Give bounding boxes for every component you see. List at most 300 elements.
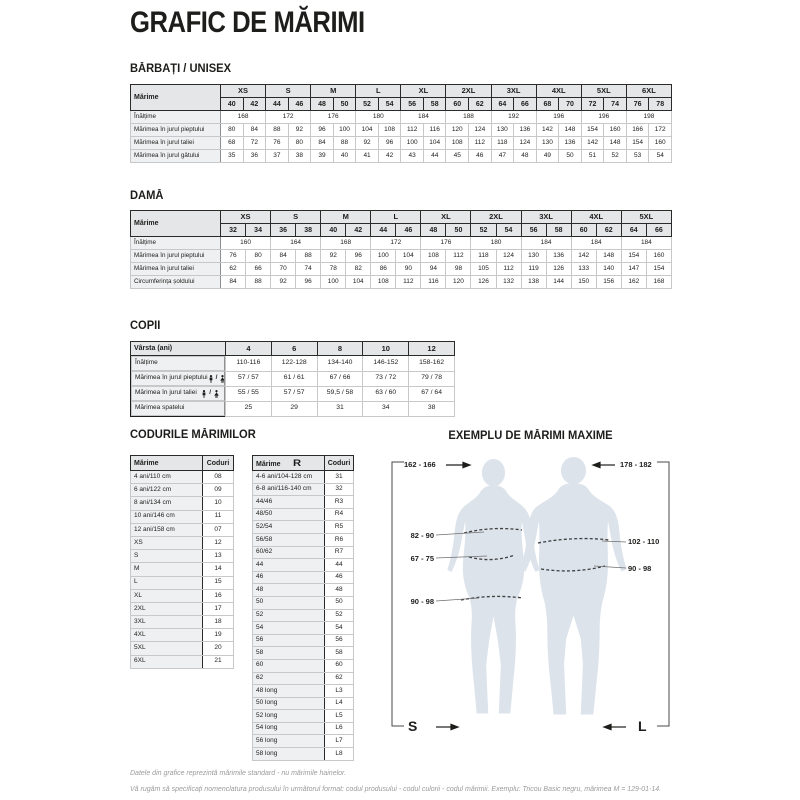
code-cell: 50	[325, 596, 354, 609]
value-cell: 76	[266, 137, 289, 150]
value-cell: 78	[321, 263, 346, 276]
number-header: 42	[346, 224, 371, 237]
number-header: 50	[333, 98, 356, 111]
code-cell: 14	[203, 563, 234, 576]
footnote-nomenclature: Vă rugăm să specificați nomenclatura produsului în următorul format: codul produsului - codul culorii - codul mărimii. Exemplu: Tricou Basic negru, mărimea M = 129-01-14.	[130, 786, 662, 793]
size-name-cell: 56 long	[253, 735, 325, 748]
number-header: 60	[446, 98, 469, 111]
value-cell: 100	[371, 250, 396, 263]
table-head	[131, 85, 672, 111]
value-cell: 90	[396, 263, 421, 276]
value-cell: 108	[378, 124, 401, 137]
table-row	[131, 576, 234, 589]
table-row	[131, 642, 234, 655]
number-header: 52	[471, 224, 496, 237]
table-row	[253, 584, 354, 597]
icon-separator: /	[215, 374, 218, 382]
table-row	[131, 629, 234, 642]
table-row	[131, 124, 672, 137]
table-row	[131, 250, 672, 263]
value-cell: 130	[491, 124, 514, 137]
table-row	[253, 659, 354, 672]
value-cell: 134-140	[317, 356, 363, 372]
table-row	[253, 722, 354, 735]
value-cell: 84	[271, 250, 296, 263]
value-cell: 73 / 72	[363, 371, 409, 386]
value-cell: 96	[346, 250, 371, 263]
value-cell: 124	[469, 124, 492, 137]
value-cell: 160	[221, 237, 271, 250]
value-cell: 94	[421, 263, 446, 276]
table-row	[253, 496, 354, 509]
size-header: 4XL	[571, 211, 621, 224]
number-header: 64	[621, 224, 646, 237]
value-cell: 172	[649, 124, 672, 137]
row-label	[131, 386, 225, 401]
value-cell: 51	[581, 150, 604, 163]
value-cell: 100	[321, 276, 346, 289]
table-row	[131, 263, 672, 276]
size-name-cell: 58 long	[253, 748, 325, 761]
size-codes-table-1	[130, 455, 234, 669]
value-cell: 76	[221, 250, 246, 263]
number-header: 72	[581, 98, 604, 111]
size-name-cell: 56/58	[253, 533, 325, 546]
women-size-table	[130, 210, 672, 289]
value-cell: 70	[271, 263, 296, 276]
value-cell: 67 / 64	[409, 386, 455, 401]
table-row	[131, 655, 234, 668]
number-header: 58	[423, 98, 446, 111]
value-cell: 57 / 57	[226, 371, 272, 386]
value-cell: 160	[604, 124, 627, 137]
value-cell: 160	[646, 250, 671, 263]
value-cell: 184	[401, 111, 446, 124]
size-name-cell: 58	[253, 647, 325, 660]
size-header: 3XL	[521, 211, 571, 224]
value-cell: 88	[266, 124, 289, 137]
page-title: GRAFIC DE MĂRIMI	[130, 6, 365, 39]
number-header: 48	[421, 224, 446, 237]
table-row	[131, 471, 234, 484]
table-row	[253, 697, 354, 710]
section-title-diagram: EXEMPLU DE MĂRIMI MAXIME	[448, 430, 613, 442]
size-name-cell: 52/54	[253, 521, 325, 534]
size-header: L	[356, 85, 401, 98]
value-cell: 84	[221, 276, 246, 289]
value-cell: 112	[469, 137, 492, 150]
size-column-header-text: Mărime	[256, 460, 281, 468]
table-row	[131, 371, 455, 386]
code-cell: 10	[203, 497, 234, 510]
code-cell: R5	[325, 521, 354, 534]
table-row	[253, 634, 354, 647]
value-cell: 130	[536, 137, 559, 150]
value-cell: 43	[401, 150, 424, 163]
value-cell: 45	[446, 150, 469, 163]
value-cell: 136	[546, 250, 571, 263]
girl-icon	[219, 375, 225, 383]
row-label: Mărimea în jurul taliei	[131, 137, 221, 150]
table-head	[131, 342, 455, 356]
row-label-text: Mărimea în jurul taliei	[135, 389, 197, 397]
size-name-cell: 4XL	[131, 629, 203, 642]
value-cell: 154	[646, 263, 671, 276]
size-name-cell: 48/50	[253, 508, 325, 521]
max-sizes-diagram	[388, 452, 673, 744]
table-corner-label: Vârsta (ani)	[131, 342, 226, 356]
value-cell: 120	[446, 124, 469, 137]
size-column-header	[253, 456, 325, 471]
table-row	[131, 523, 234, 536]
value-cell: 176	[311, 111, 356, 124]
value-cell: 119	[521, 263, 546, 276]
section-title-women: DAMĂ	[130, 190, 164, 202]
size-name-cell: 62	[253, 672, 325, 685]
size-column-header-text: Mărime	[134, 459, 159, 467]
code-cell: 21	[203, 655, 234, 668]
number-header: 70	[559, 98, 582, 111]
table-body	[131, 111, 672, 163]
value-cell: 146-152	[363, 356, 409, 372]
row-label-text: Mărimea în jurul pieptului	[135, 374, 208, 382]
icon-separator: /	[209, 389, 211, 397]
number-header: 34	[246, 224, 271, 237]
value-cell: 88	[246, 276, 271, 289]
value-cell: 126	[546, 263, 571, 276]
code-cell: 44	[325, 559, 354, 572]
code-cell: 60	[325, 659, 354, 672]
number-header: 40	[221, 98, 244, 111]
size-name-cell: 6XL	[131, 655, 203, 668]
value-cell: 148	[596, 250, 621, 263]
value-cell: 138	[521, 276, 546, 289]
male-chest-label: 102 - 110	[628, 537, 660, 546]
value-cell: 172	[266, 111, 311, 124]
code-cell: R3	[325, 496, 354, 509]
size-header: 3XL	[491, 85, 536, 98]
size-name-cell: 6 ani/122 cm	[131, 484, 203, 497]
value-cell: 47	[491, 150, 514, 163]
section-title-codes: CODURILE MĂRIMILOR	[130, 429, 256, 441]
size-header: M	[311, 85, 356, 98]
row-label: Mărimea în jurul pieptului	[131, 124, 221, 137]
value-cell: 29	[271, 401, 317, 417]
value-cell: 88	[333, 137, 356, 150]
value-cell: 55 / 55	[226, 386, 272, 401]
value-cell: 41	[356, 150, 379, 163]
section-title-men: BĂRBAȚI / UNISEX	[130, 63, 232, 75]
value-cell: 50	[559, 150, 582, 163]
size-name-cell: 6-8 ani/116-140 cm	[253, 483, 325, 496]
value-cell: 112	[396, 276, 421, 289]
value-cell: 104	[346, 276, 371, 289]
value-cell: 74	[296, 263, 321, 276]
code-cell: R7	[325, 546, 354, 559]
table-body	[131, 471, 234, 669]
code-cell: 08	[203, 471, 234, 484]
number-header: 62	[596, 224, 621, 237]
value-cell: 140	[596, 263, 621, 276]
size-header-row	[131, 211, 672, 224]
codes-column-header: Coduri	[325, 456, 354, 471]
table-row	[131, 401, 455, 417]
value-cell: 158-162	[409, 356, 455, 372]
value-cell: 100	[401, 137, 424, 150]
size-header: M	[321, 211, 371, 224]
row-label: Înălțime	[131, 237, 221, 250]
code-cell: 17	[203, 602, 234, 615]
value-cell: 68	[221, 137, 244, 150]
value-cell: 35	[221, 150, 244, 163]
value-cell: 132	[496, 276, 521, 289]
table-row	[131, 484, 234, 497]
code-cell: 56	[325, 634, 354, 647]
men-size-table	[130, 84, 672, 163]
number-header: 36	[271, 224, 296, 237]
value-cell: 108	[446, 137, 469, 150]
value-cell: 112	[496, 263, 521, 276]
number-header: 48	[311, 98, 334, 111]
value-cell: 188	[446, 111, 491, 124]
value-cell: 49	[536, 150, 559, 163]
value-cell: 166	[626, 124, 649, 137]
value-cell: 37	[266, 150, 289, 163]
code-cell: 58	[325, 647, 354, 660]
value-cell: 164	[271, 237, 321, 250]
value-cell: 176	[421, 237, 471, 250]
value-cell: 40	[333, 150, 356, 163]
value-cell: 116	[423, 124, 446, 137]
value-cell: 82	[346, 263, 371, 276]
table-row	[253, 672, 354, 685]
value-cell: 80	[221, 124, 244, 137]
size-header: XS	[221, 85, 266, 98]
row-label: Înălțime	[131, 111, 221, 124]
size-name-cell: L	[131, 576, 203, 589]
code-cell: 09	[203, 484, 234, 497]
number-header: 62	[469, 98, 492, 111]
table-head	[131, 456, 234, 471]
value-cell: 196	[536, 111, 581, 124]
size-name-cell: 10 ani/146 cm	[131, 510, 203, 523]
code-cell: 15	[203, 576, 234, 589]
value-cell: 184	[521, 237, 571, 250]
value-cell: 105	[471, 263, 496, 276]
value-cell: 112	[446, 250, 471, 263]
table-row	[131, 550, 234, 563]
code-cell: L3	[325, 685, 354, 698]
size-name-cell: 44/46	[253, 496, 325, 509]
code-cell: 11	[203, 510, 234, 523]
table-corner-label: Mărime	[131, 211, 221, 237]
value-cell: 34	[363, 401, 409, 417]
size-header: 5XL	[581, 85, 626, 98]
value-cell: 168	[646, 276, 671, 289]
value-cell: 150	[571, 276, 596, 289]
code-cell: 16	[203, 589, 234, 602]
value-cell: 48	[514, 150, 537, 163]
table-row	[131, 386, 455, 401]
female-size-label: S	[408, 718, 418, 734]
code-cell: 32	[325, 483, 354, 496]
size-header: 2XL	[446, 85, 491, 98]
value-cell: 148	[559, 124, 582, 137]
value-cell: 100	[333, 124, 356, 137]
table-row	[253, 483, 354, 496]
size-name-cell: 5XL	[131, 642, 203, 655]
children-size-table	[130, 341, 455, 417]
value-cell: 156	[596, 276, 621, 289]
code-cell: 54	[325, 622, 354, 635]
table-head	[253, 456, 354, 471]
value-cell: 124	[496, 250, 521, 263]
value-cell: 130	[521, 250, 546, 263]
code-cell: 13	[203, 550, 234, 563]
value-cell: 126	[471, 276, 496, 289]
value-cell: 104	[356, 124, 379, 137]
female-hip-label: 90 - 98	[410, 597, 434, 606]
size-name-cell: 8 ani/134 cm	[131, 497, 203, 510]
value-cell: 66	[246, 263, 271, 276]
size-column-header	[131, 456, 203, 471]
value-cell: 142	[581, 137, 604, 150]
table-head	[131, 211, 672, 237]
value-cell: 31	[317, 401, 363, 417]
value-cell: 108	[371, 276, 396, 289]
code-cell: 18	[203, 616, 234, 629]
row-label: Mărimea în jurul taliei	[131, 263, 221, 276]
table-row	[253, 685, 354, 698]
table-row	[253, 471, 354, 484]
age-header: 4	[226, 342, 272, 356]
number-header: 50	[446, 224, 471, 237]
number-header: 40	[321, 224, 346, 237]
codes-header-row	[253, 456, 354, 471]
value-cell: 136	[514, 124, 537, 137]
value-cell: 180	[356, 111, 401, 124]
table-row	[253, 571, 354, 584]
size-header-row	[131, 85, 672, 98]
table-row	[253, 533, 354, 546]
value-cell: 118	[471, 250, 496, 263]
size-name-cell: 60/62	[253, 546, 325, 559]
value-cell: 80	[288, 137, 311, 150]
value-cell: 86	[371, 263, 396, 276]
boy-icon	[208, 375, 214, 383]
table-row	[131, 497, 234, 510]
value-cell: 168	[221, 111, 266, 124]
table-row	[131, 237, 672, 250]
male-size-label: L	[638, 718, 647, 734]
value-cell: 54	[649, 150, 672, 163]
value-cell: 36	[243, 150, 266, 163]
number-header: 76	[626, 98, 649, 111]
value-cell: 80	[246, 250, 271, 263]
number-header: 52	[356, 98, 379, 111]
value-cell: 122-128	[271, 356, 317, 372]
table-body	[131, 356, 455, 417]
number-header: 66	[514, 98, 537, 111]
value-cell: 67 / 66	[317, 371, 363, 386]
size-name-cell: 12 ani/158 cm	[131, 523, 203, 536]
row-label: Mărimea în jurul gâtului	[131, 150, 221, 163]
table-row	[253, 622, 354, 635]
number-header: 74	[604, 98, 627, 111]
size-name-cell: S	[131, 550, 203, 563]
table-row	[131, 589, 234, 602]
size-name-cell: XL	[131, 589, 203, 602]
table-row	[131, 111, 672, 124]
table-row	[131, 510, 234, 523]
code-cell: R6	[325, 533, 354, 546]
value-cell: 154	[581, 124, 604, 137]
code-cell: L6	[325, 722, 354, 735]
code-cell: L5	[325, 710, 354, 723]
value-cell: 88	[296, 250, 321, 263]
size-header: S	[266, 85, 311, 98]
value-cell: 96	[296, 276, 321, 289]
size-name-cell: XS	[131, 536, 203, 549]
value-cell: 42	[378, 150, 401, 163]
table-row	[131, 616, 234, 629]
value-cell: 133	[571, 263, 596, 276]
code-cell: 48	[325, 584, 354, 597]
size-header: S	[271, 211, 321, 224]
age-header-row	[131, 342, 455, 356]
value-cell: 196	[581, 111, 626, 124]
footnote-standard-sizes: Datele din grafice reprezintă mărimile standard - nu mărimile hainelor.	[130, 770, 347, 777]
codes-header-row	[131, 456, 234, 471]
value-cell: 92	[321, 250, 346, 263]
table-row	[253, 546, 354, 559]
table-row	[131, 563, 234, 576]
value-cell: 61 / 61	[271, 371, 317, 386]
size-header: 5XL	[621, 211, 671, 224]
number-header: 46	[396, 224, 421, 237]
size-name-cell: 52	[253, 609, 325, 622]
size-name-cell: 56	[253, 634, 325, 647]
male-silhouette	[520, 457, 627, 714]
code-cell: 31	[325, 471, 354, 484]
size-name-cell: 52 long	[253, 710, 325, 723]
value-cell: 84	[311, 137, 334, 150]
number-header: 58	[546, 224, 571, 237]
value-cell: 98	[446, 263, 471, 276]
code-cell: 19	[203, 629, 234, 642]
value-cell: 108	[421, 250, 446, 263]
number-header: 44	[371, 224, 396, 237]
value-cell: 104	[396, 250, 421, 263]
code-cell: R4	[325, 508, 354, 521]
value-cell: 118	[491, 137, 514, 150]
size-name-cell: 50 long	[253, 697, 325, 710]
value-cell: 162	[621, 276, 646, 289]
code-cell: 07	[203, 523, 234, 536]
value-cell: 38	[409, 401, 455, 417]
size-name-cell: 48 long	[253, 685, 325, 698]
value-cell: 180	[471, 237, 521, 250]
table-row	[253, 596, 354, 609]
value-cell: 154	[621, 250, 646, 263]
female-waist-label: 67 - 75	[410, 554, 434, 563]
table-row	[253, 735, 354, 748]
value-cell: 92	[356, 137, 379, 150]
code-cell: 62	[325, 672, 354, 685]
value-cell: 148	[604, 137, 627, 150]
value-cell: 84	[243, 124, 266, 137]
number-header: 46	[288, 98, 311, 111]
